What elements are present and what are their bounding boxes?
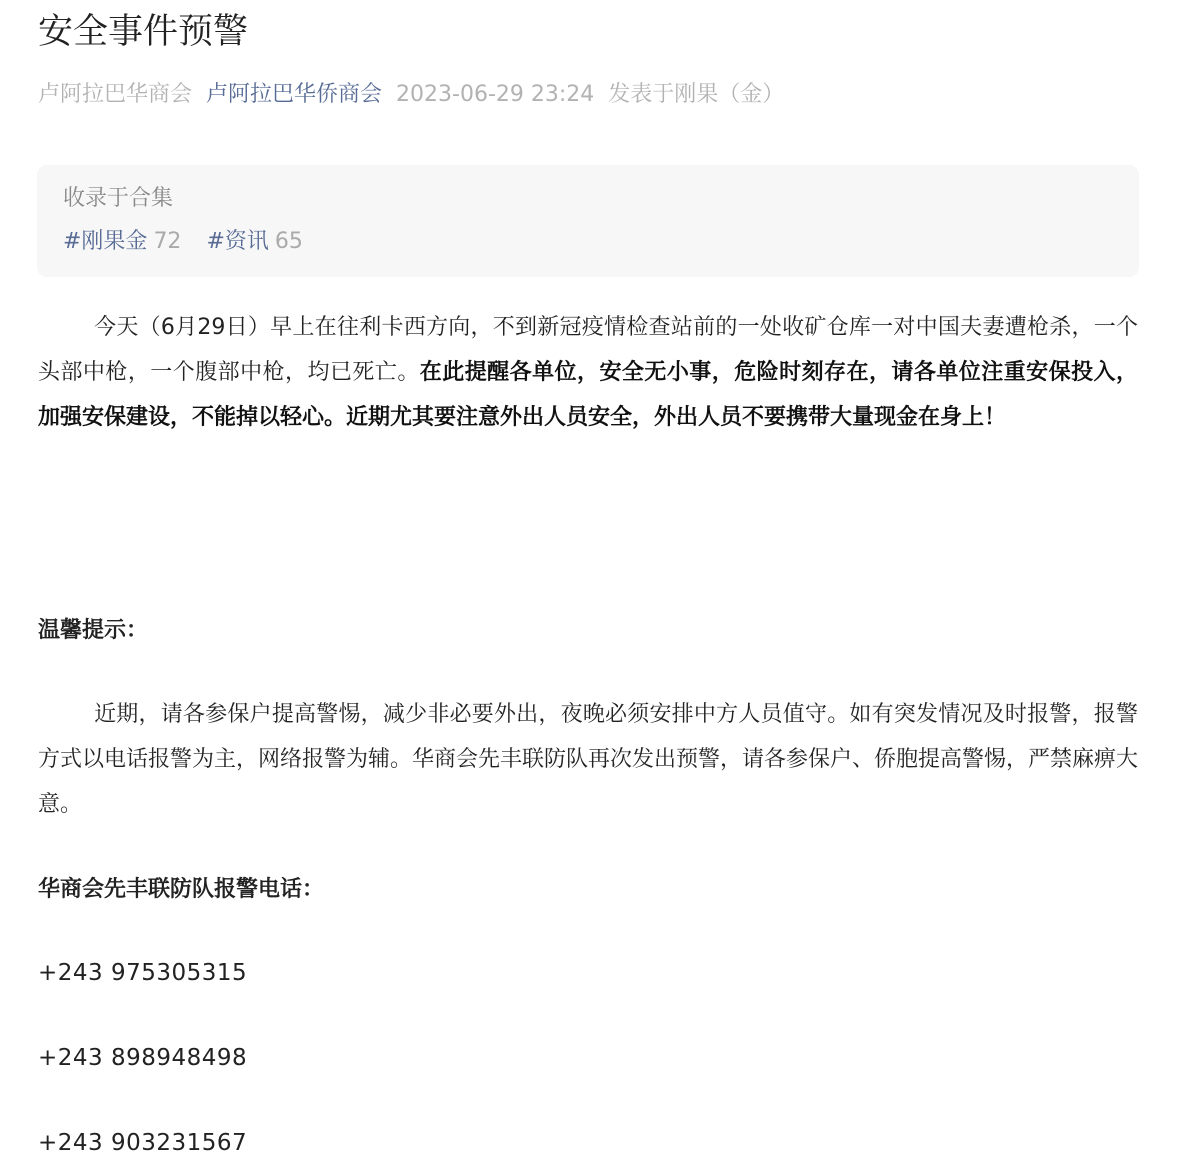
publish-location: 发表于刚果（金） [608, 82, 785, 107]
author-name: 卢阿拉巴华商会 [38, 82, 193, 107]
tag-gangguojin[interactable] [63, 229, 181, 254]
publish-datetime: 2023-06-29 23:24 [396, 82, 595, 107]
collection-label: 收录于合集 [63, 186, 174, 211]
collection-box [37, 165, 1139, 277]
warning-text: 在此提醒各单位，安全无小事，危险时刻存在，请各单位注重安保投入，加强安保建设，不能掉以轻心。近期尤其要注意外出人员安全，外出人员不要携带大量现金在身上！ [38, 360, 1138, 430]
tag-name: #刚果金 [63, 229, 148, 254]
phone-number[interactable]: +243 903231567 [38, 1130, 248, 1156]
account-link[interactable]: 卢阿拉巴华侨商会 [206, 82, 383, 107]
collection-tags [63, 226, 321, 258]
tag-name: #资讯 [206, 229, 269, 254]
incident-text: 今天（6月29日）早上在往利卡西方向，不到新冠疫情检查站前的一处收矿仓库一对中国夫妻遭枪杀，一个头部中枪，一个腹部中枪，均已死亡。 [38, 315, 1138, 385]
phone-heading: 华商会先丰联防队报警电话： [38, 877, 325, 902]
tag-zixun[interactable] [206, 229, 302, 254]
tag-count: 65 [274, 229, 303, 254]
article-title: 安全事件预警 [38, 12, 249, 52]
phone-number[interactable]: +243 975305315 [38, 960, 248, 986]
tips-heading: 温馨提示： [38, 618, 149, 643]
tag-count: 72 [153, 229, 182, 254]
phone-number[interactable]: +243 898948498 [38, 1045, 248, 1071]
paragraph-tips: 近期，请各参保户提高警惕，减少非必要外出，夜晚必须安排中方人员值守。如有突发情况及时报警，报警方式以电话报警为主，网络报警为辅。华商会先丰联防队再次发出预警，请各参保户、侨胞提高警惕，严禁麻痹大意。 [38, 702, 1139, 817]
paragraph-incident [38, 305, 1138, 440]
article-meta [38, 79, 1138, 111]
